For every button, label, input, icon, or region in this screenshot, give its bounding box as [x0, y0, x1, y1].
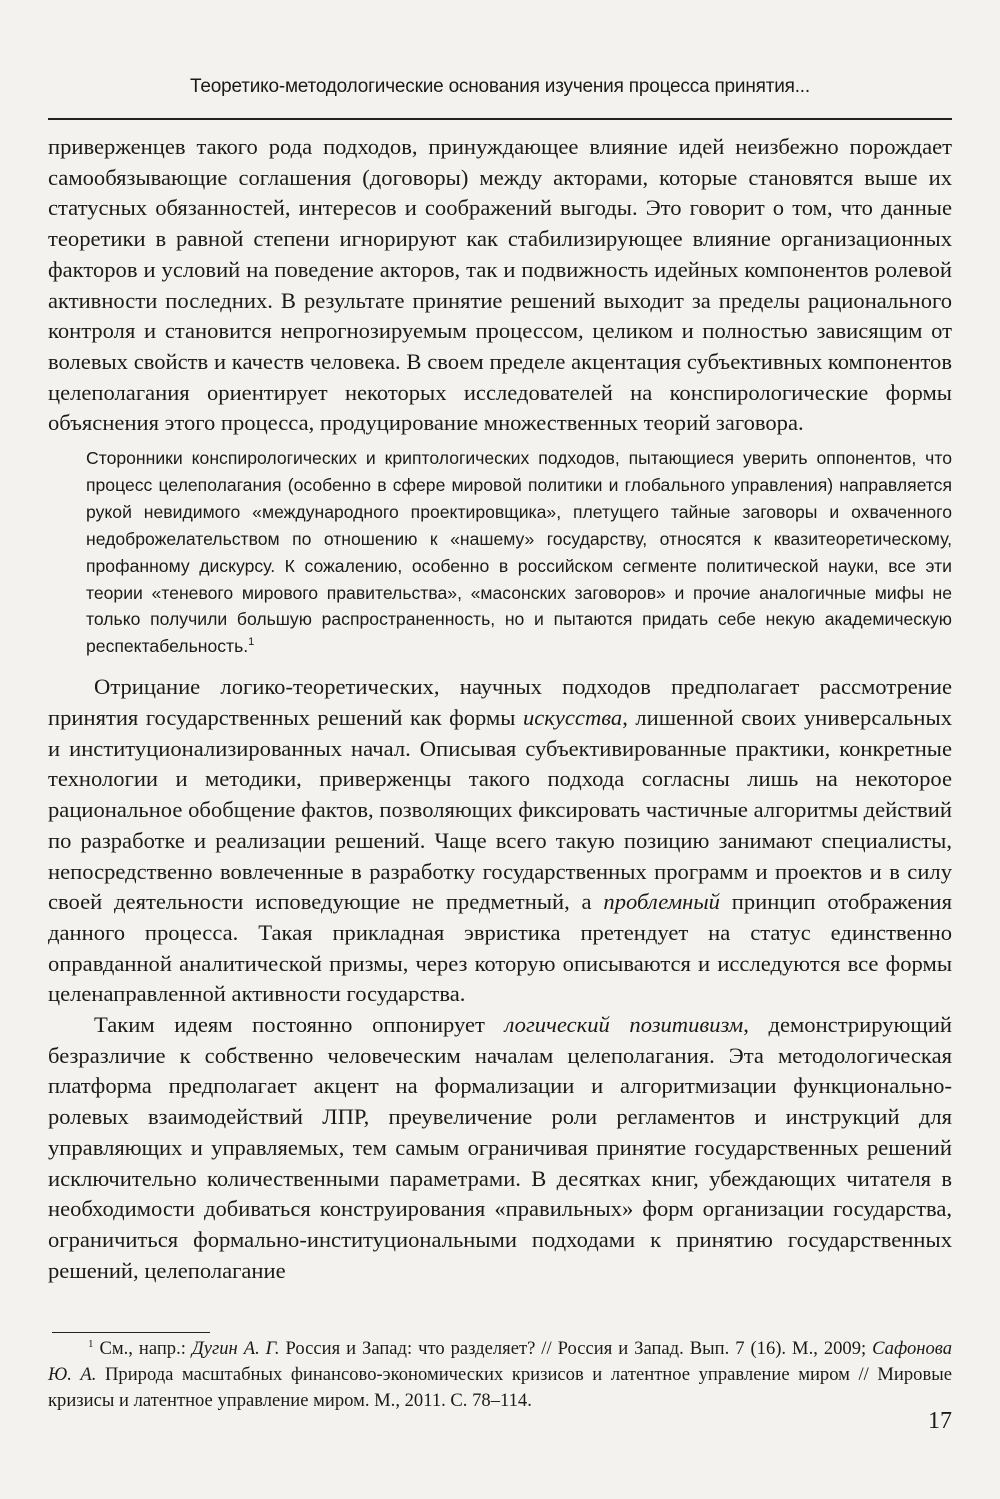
emphasis-art: искусства: [522, 704, 623, 730]
header-rule: [48, 118, 952, 120]
block-quote: [86, 445, 952, 660]
footnote-1: $^1$ См., напр.: Дугин А. Г. Россия и Запад: что разделяет? // Россия и Запад. Вып. 7 (16). М., 2009; Сафонова Ю. А. Природа масштабных финансово-экономических кризисов и латентное управление миром // Мировые кризисы и латентное управление миром. М., 2011. С. 78–114.: [48, 1337, 952, 1411]
paragraph-1: приверженцев такого рода подходов, принуждающее влияние идей неизбежно порождает самообязывающие соглашения (договоры) между акторами, которые становятся выше их статусных обязанностей, интересов и соображений выгоды. Это говорит о том, что данные теоретики в равной степени игнорируют как стабилизирующее влияние организационных факторов и условий на поведение акторов, так и подвижность идейных компонентов ролевой активности последних. В результате принятие решений выходит за пределы рационального контроля и становится непрогнозируемым процессом, целиком и полностью зависящим от волевых свойств и качеств человека. В своем пределе акцентация субъективных компонентов целеполагания ориентирует некоторых исследователей на конспирологические формы объяснения этого процесса, продуцирование множественных теорий заговора.: [48, 134, 952, 436]
emphasis-problem: проблемный: [603, 889, 720, 915]
paragraph-2: Отрицание логико-теоретических, научных подходов предполагает рассмотрение принятия государственных решений как формы искусства, лишенной своих универсальных и институционализированных начал. Описывая субъективированные практики, конкретные технологии и методики, приверженцы такого подхода согласны лишь на некоторое рациональное обобщение фактов, позволяющих фиксировать частичные алгоритмы действий по разработке и реализации решений. Чаще всего такую позицию занимают специалисты, непосредственно вовлеченные в разработку государственных программ и проектов и в силу своей деятельности исповедующие не предметный, а проблемный принцип отображения данного процесса. Такая прикладная эвристика претендует на статус единственно оправданной аналитической призмы, через которую описываются и исследуются все формы целенаправленной активности государства.: [48, 674, 953, 1007]
footnote-author-1: Дугин А. Г.: [191, 1338, 280, 1359]
footnote-rule: [52, 1332, 210, 1333]
main-text: [48, 132, 952, 1286]
running-title: Теоретико-методологические основания изучения процесса принятия...: [190, 76, 810, 97]
emphasis-positivism: логический позитивизм: [504, 1012, 744, 1038]
paragraph-3: Таким идеям постоянно оппонирует логический позитивизм, демонстрирующий безразличие к собственно человеческим началам целеполагания. Эта методологическая платформа предполагает акцент на формализации и алгоритмизации функционально-ролевых взаимодействий ЛПР, преувеличение роли регламентов и инструкций для управляющих и управляемых, тем самым ограничивая принятие государственных решений исключительно количественными параметрами. В десятках книг, убеждающих читателя в необходимости добиваться конструирования «правильных» форм организации государства, ограничиться формально-институциональными подходами к принятию государственных решений, целеполагание: [48, 1012, 952, 1283]
footnote-mark: 1: [88, 1337, 94, 1350]
footnote-author-2: Сафонова Ю. А.: [48, 1338, 952, 1385]
block-quote-text: Сторонники конспирологических и криптологических подходов, пытающиеся уверить оппонентов, что процесс целеполагания (особенно в сфере мировой политики и глобального управления) направляется рукой невидимого «международного проектировщика», плетущего тайные заговоры и охваченного недоброжелательством по отношению к «нашему» государству, относятся к квазитеоретическому, профанному дискурсу. К сожалению, особенно в российском сегменте политической науки, все эти теории «теневого мирового правительства», «масонских заговоров» и прочие аналогичные мифы не только получили большую распространенность, но и пытаются придать себе некую академическую респектабельность.: [86, 448, 952, 657]
footnote: [48, 1336, 952, 1414]
page-number: 17: [928, 1408, 952, 1434]
footnote-ref: 1: [248, 636, 255, 649]
